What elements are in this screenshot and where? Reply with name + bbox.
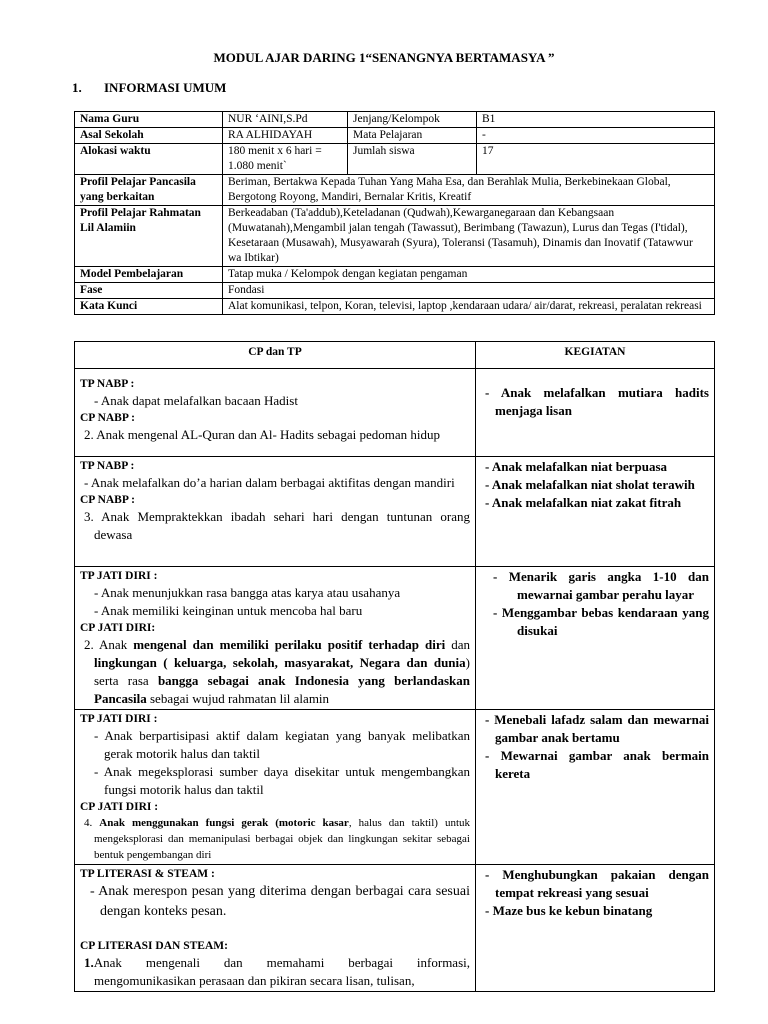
tp-item: - Anak melafalkan do’a harian dalam berbagai aktifitas dengan mandiri xyxy=(84,475,455,490)
kegiatan-item: - Menarik garis angka 1-10 dan mewarnai gambar perahu layar xyxy=(493,569,709,602)
cp-heading: CP NABP : xyxy=(80,412,135,424)
cp-cell xyxy=(75,567,476,710)
value-jenjang: B1 xyxy=(477,112,715,128)
row-literasi-steam xyxy=(75,865,715,992)
row-kata-kunci xyxy=(75,299,715,315)
value-asal-sekolah: RA ALHIDAYAH xyxy=(223,128,348,144)
row-jati-diri-1 xyxy=(75,567,715,710)
tp-item: - Anak memiliki keinginan untuk mencoba hal baru xyxy=(94,603,363,618)
header-row xyxy=(75,342,715,369)
row-alokasi-waktu xyxy=(75,144,715,175)
label-profil-pancasila: Profil Pelajar Pancasila yang berkaitan xyxy=(75,175,223,206)
kegiatan-item: - Maze bus ke kebun binatang xyxy=(485,903,653,918)
row-model-pembelajaran xyxy=(75,267,715,283)
kegiatan-item: - Mewarnai gambar anak bermain kereta xyxy=(485,748,709,781)
value-profil-pancasila: Beriman, Bertakwa Kepada Tuhan Yang Maha Esa, dan Berahlak Mulia, Berkebinekaan Global, Bergotong Royong, Mandiri, Bernalar Kritis, Kreatif xyxy=(223,175,715,206)
kegiatan-item: - Anak melafalkan niat zakat fitrah xyxy=(485,495,682,510)
tp-item: - Anak megeksplorasi sumber daya disekitar untuk mengembangkan fungsi motorik halus dan taktil xyxy=(94,764,470,797)
cp-cell xyxy=(75,710,476,865)
cp-text-bold: mengenal dan memiliki perilaku positif terhadap diri xyxy=(133,637,446,652)
cp-number: 1. xyxy=(84,955,94,970)
cp-item: 3. Anak Mempraktekkan ibadah sehari hari dengan tuntunan orang dewasa xyxy=(84,509,470,542)
header-cp-tp: CP dan TP xyxy=(75,342,476,369)
info-table xyxy=(74,111,715,315)
kegiatan-cell xyxy=(476,369,715,457)
label-alokasi-waktu: Alokasi waktu xyxy=(75,144,223,175)
tp-item: - Anak menunjukkan rasa bangga atas karya atau usahanya xyxy=(94,585,401,600)
value-fase: Fondasi xyxy=(223,283,715,299)
section-heading xyxy=(72,80,226,96)
label-jenjang: Jenjang/Kelompok xyxy=(348,112,477,128)
tp-heading: TP JATI DIRI : xyxy=(80,713,158,725)
cp-text-bold: lingkungan ( keluarga, sekolah, masyarakat, Negara dan dunia xyxy=(94,655,466,670)
kegiatan-cell xyxy=(476,710,715,865)
cp-text: sebagai wujud rahmatan lil alamin xyxy=(146,691,330,706)
label-nama-guru: Nama Guru xyxy=(75,112,223,128)
tp-item: - Anak merespon pesan yang diterima dengan berbagai cara sesuai dengan konteks pesan. xyxy=(90,884,470,919)
label-profil-rahmatan: Profil Pelajar Rahmatan Lil Alamiin xyxy=(75,206,223,267)
cp-heading: CP NABP : xyxy=(80,494,135,506)
label-kata-kunci: Kata Kunci xyxy=(75,299,223,315)
tp-item: - Anak berpartisipasi aktif dalam kegiatan yang banyak melibatkan gerak motorik halus dan taktil xyxy=(94,728,470,761)
row-fase xyxy=(75,283,715,299)
cp-text-bold: bangga sebagai anak Indonesia yang berlandaskan Pancasila xyxy=(94,673,471,706)
label-asal-sekolah: Asal Sekolah xyxy=(75,128,223,144)
tp-heading: TP LITERASI & STEAM : xyxy=(80,868,215,880)
cp-item xyxy=(80,636,470,708)
cp-text-bold: Anak menggunakan fungsi gerak (motoric kasar xyxy=(99,817,349,829)
cp-text: 2. Anak xyxy=(84,637,134,652)
cp-text: dan xyxy=(445,637,470,652)
cp-item xyxy=(80,954,470,990)
kegiatan-item: - Anak melafalkan niat sholat terawih xyxy=(485,477,695,492)
value-kata-kunci: Alat komunikasi, telpon, Koran, televisi, laptop ,kendaraan udara/ air/darat, rekreasi, peralatan rekreasi xyxy=(223,299,715,315)
row-profil-pancasila xyxy=(75,175,715,206)
label-jumlah-siswa: Jumlah siswa xyxy=(348,144,477,175)
value-alokasi-waktu: 180 menit x 6 hari = 1.080 menit` xyxy=(223,144,348,175)
cp-text: ) serta rasa xyxy=(94,655,470,688)
row-nabp-2 xyxy=(75,457,715,567)
value-jumlah-siswa: 17 xyxy=(477,144,715,175)
kegiatan-item: - Menggambar bebas kendaraan yang disukai xyxy=(493,605,709,638)
row-nabp-1 xyxy=(75,369,715,457)
kegiatan-cell xyxy=(476,865,715,992)
cp-text: Anak mengenali dan memahami berbagai informasi, mengomunikasikan perasaan dan pikiran secara lisan, tulisan, xyxy=(93,955,470,988)
row-jati-diri-2 xyxy=(75,710,715,865)
cp-cell xyxy=(75,865,476,992)
label-mata-pelajaran: Mata Pelajaran xyxy=(348,128,477,144)
row-profil-rahmatan xyxy=(75,206,715,267)
label-model-pembelajaran: Model Pembelajaran xyxy=(75,267,223,283)
section-label: INFORMASI UMUM xyxy=(104,80,227,95)
kegiatan-item: - Menebali lafadz salam dan mewarnai gambar anak bertamu xyxy=(485,712,709,745)
cp-kegiatan-table xyxy=(74,341,715,992)
kegiatan-item: - Menghubungkan pakaian dengan tempat rekreasi yang sesuai xyxy=(485,867,709,900)
cp-cell xyxy=(75,369,476,457)
section-number: 1. xyxy=(72,80,82,95)
kegiatan-item: - Anak melafalkan niat berpuasa xyxy=(485,459,668,474)
label-fase: Fase xyxy=(75,283,223,299)
tp-heading: TP NABP : xyxy=(80,378,135,390)
value-profil-rahmatan: Berkeadaban (Ta'addub),Keteladanan (Qudwah),Kewarganegaraan dan Kebangsaan (Muwatanah),Mengambil jalan tengah (Tawassut), Berimbang (Tawazun), Lurus dan Tegas (I'tidal), Kesetaraan (Musawah), Musyawarah (Syura), Toleransi (Tasamuh), Dinamis dan Inovatif (Tatawwur wa Ibtikar) xyxy=(223,206,715,267)
tp-heading: TP NABP : xyxy=(80,460,135,472)
cp-cell xyxy=(75,457,476,567)
cp-text: 4. xyxy=(84,817,100,829)
cp-item: 2. Anak mengenal AL-Quran dan Al- Hadits sebagai pedoman hidup xyxy=(84,427,440,442)
row-asal-sekolah xyxy=(75,128,715,144)
cp-item xyxy=(80,815,470,863)
cp-heading: CP LITERASI DAN STEAM: xyxy=(80,940,228,952)
document-title: MODUL AJAR DARING 1“SENANGNYA BERTAMASYA ” xyxy=(213,50,555,65)
row-nama-guru xyxy=(75,112,715,128)
value-nama-guru: NUR ‘AINI,S.Pd xyxy=(223,112,348,128)
cp-text: , halus dan taktil) untuk mengeksplorasi dan memanipulasi berbagai objek dan lingkungan sekitar sebagai bentuk pengembangan diri xyxy=(94,817,471,861)
cp-heading: CP JATI DIRI: xyxy=(80,622,156,634)
tp-item: - Anak dapat melafalkan bacaan Hadist xyxy=(94,393,298,408)
kegiatan-cell xyxy=(476,457,715,567)
value-model-pembelajaran: Tatap muka / Kelompok dengan kegiatan pengaman xyxy=(223,267,715,283)
cp-heading: CP JATI DIRI : xyxy=(80,801,159,813)
value-mata-pelajaran: - xyxy=(477,128,715,144)
header-kegiatan: KEGIATAN xyxy=(476,342,715,369)
tp-heading: TP JATI DIRI : xyxy=(80,570,158,582)
kegiatan-item: - Anak melafalkan mutiara hadits menjaga lisan xyxy=(485,385,709,418)
kegiatan-cell xyxy=(476,567,715,710)
